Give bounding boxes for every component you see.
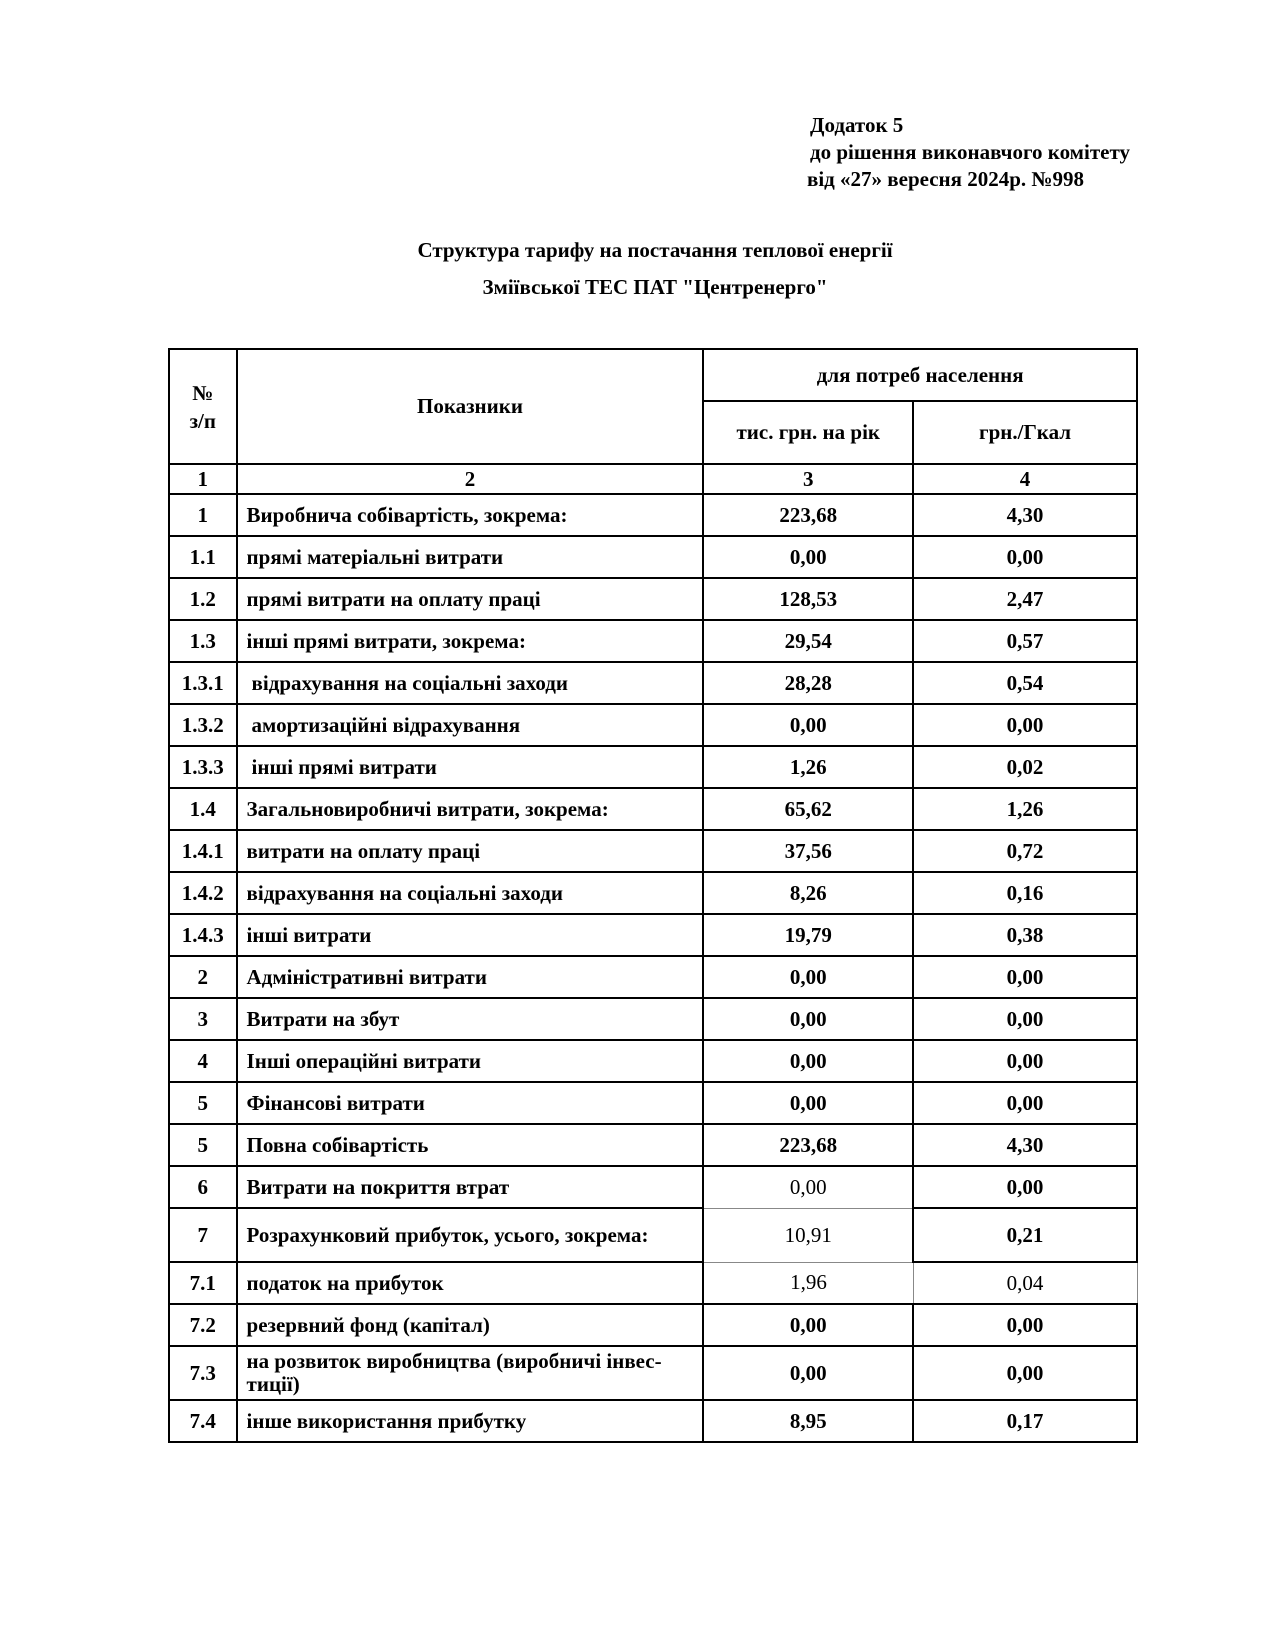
row-number: 1.4.1 bbox=[169, 830, 237, 872]
tariff-structure-table bbox=[168, 348, 1138, 1443]
header-col-year: тис. грн. на рік bbox=[703, 401, 913, 464]
table-row bbox=[169, 704, 1137, 746]
row-value-thousand-uah-year: 10,91 bbox=[703, 1208, 913, 1262]
row-indicator-name: на розвиток виробництва (виробничі інвес-тиції) bbox=[237, 1346, 704, 1400]
row-value-uah-per-gcal: 0,17 bbox=[913, 1400, 1137, 1442]
row-value-uah-per-gcal: 0,21 bbox=[913, 1208, 1137, 1262]
row-value-uah-per-gcal: 0,04 bbox=[913, 1262, 1137, 1304]
row-value-thousand-uah-year: 37,56 bbox=[703, 830, 913, 872]
row-value-thousand-uah-year: 19,79 bbox=[703, 914, 913, 956]
row-number: 5 bbox=[169, 1082, 237, 1124]
table-row bbox=[169, 1040, 1137, 1082]
annex-date: від «27» вересня 2024р. №998 bbox=[807, 167, 1085, 191]
row-indicator-name: інше використання прибутку bbox=[237, 1400, 704, 1442]
table-row bbox=[169, 1208, 1137, 1262]
annex-decision: до рішення виконавчого комітету bbox=[810, 140, 1130, 164]
table-row bbox=[169, 1304, 1137, 1346]
column-number: 1 bbox=[169, 464, 237, 494]
row-value-uah-per-gcal: 0,00 bbox=[913, 1082, 1137, 1124]
row-indicator-name: амортизаційні відрахування bbox=[237, 704, 704, 746]
table-row bbox=[169, 620, 1137, 662]
row-indicator-name: інші витрати bbox=[237, 914, 704, 956]
row-indicator-name: Фінансові витрати bbox=[237, 1082, 704, 1124]
row-value-thousand-uah-year: 8,26 bbox=[703, 872, 913, 914]
table-row bbox=[169, 956, 1137, 998]
row-indicator-name: Загальновиробничі витрати, зокрема: bbox=[237, 788, 704, 830]
row-number: 7 bbox=[169, 1208, 237, 1262]
row-value-thousand-uah-year: 0,00 bbox=[703, 1166, 913, 1208]
table-row bbox=[169, 788, 1137, 830]
row-value-thousand-uah-year: 0,00 bbox=[703, 998, 913, 1040]
row-indicator-name: Виробнича собівартість, зокрема: bbox=[237, 494, 704, 536]
column-number: 2 bbox=[237, 464, 704, 494]
column-number: 4 bbox=[913, 464, 1137, 494]
row-value-uah-per-gcal: 2,47 bbox=[913, 578, 1137, 620]
row-value-uah-per-gcal: 0,57 bbox=[913, 620, 1137, 662]
row-value-thousand-uah-year: 28,28 bbox=[703, 662, 913, 704]
annex-header bbox=[807, 112, 1130, 193]
row-value-uah-per-gcal: 0,54 bbox=[913, 662, 1137, 704]
row-number: 1.4 bbox=[169, 788, 237, 830]
table-row bbox=[169, 536, 1137, 578]
row-number: 1.3.3 bbox=[169, 746, 237, 788]
row-number: 7.2 bbox=[169, 1304, 237, 1346]
row-indicator-name: відрахування на соціальні заходи bbox=[237, 662, 704, 704]
row-value-thousand-uah-year: 0,00 bbox=[703, 956, 913, 998]
row-number: 2 bbox=[169, 956, 237, 998]
column-number: 3 bbox=[703, 464, 913, 494]
row-number: 1.3.2 bbox=[169, 704, 237, 746]
row-indicator-name: Витрати на покриття втрат bbox=[237, 1166, 704, 1208]
row-value-thousand-uah-year: 128,53 bbox=[703, 578, 913, 620]
column-number-row bbox=[169, 464, 1137, 494]
row-indicator-name: інші прямі витрати, зокрема: bbox=[237, 620, 704, 662]
row-value-thousand-uah-year: 0,00 bbox=[703, 536, 913, 578]
row-indicator-name: Розрахунковий прибуток, усього, зокрема: bbox=[237, 1208, 704, 1262]
row-indicator-name: Повна собівартість bbox=[237, 1124, 704, 1166]
row-number: 6 bbox=[169, 1166, 237, 1208]
row-value-uah-per-gcal: 0,16 bbox=[913, 872, 1137, 914]
table-row bbox=[169, 1082, 1137, 1124]
row-value-uah-per-gcal: 0,02 bbox=[913, 746, 1137, 788]
row-number: 3 bbox=[169, 998, 237, 1040]
row-number: 1.2 bbox=[169, 578, 237, 620]
row-number: 4 bbox=[169, 1040, 237, 1082]
header-indicators: Показники bbox=[237, 349, 704, 464]
row-number: 1.3.1 bbox=[169, 662, 237, 704]
row-number: 7.4 bbox=[169, 1400, 237, 1442]
row-value-thousand-uah-year: 223,68 bbox=[703, 494, 913, 536]
title-line-2: Зміївської ТЕС ПАТ "Центренерго" bbox=[482, 275, 828, 299]
header-row bbox=[169, 349, 1137, 401]
row-number: 5 bbox=[169, 1124, 237, 1166]
row-indicator-name: Інші операційні витрати bbox=[237, 1040, 704, 1082]
table-row bbox=[169, 830, 1137, 872]
header-num-symbol: № bbox=[192, 380, 214, 405]
row-value-thousand-uah-year: 0,00 bbox=[703, 704, 913, 746]
row-value-thousand-uah-year: 8,95 bbox=[703, 1400, 913, 1442]
row-indicator-name: інші прямі витрати bbox=[237, 746, 704, 788]
row-indicator-name: резервний фонд (капітал) bbox=[237, 1304, 704, 1346]
table-row bbox=[169, 1124, 1137, 1166]
row-value-thousand-uah-year: 0,00 bbox=[703, 1082, 913, 1124]
row-value-thousand-uah-year: 1,96 bbox=[703, 1262, 913, 1304]
row-value-uah-per-gcal: 1,26 bbox=[913, 788, 1137, 830]
row-value-thousand-uah-year: 29,54 bbox=[703, 620, 913, 662]
row-indicator-name: Витрати на збут bbox=[237, 998, 704, 1040]
header-num bbox=[169, 349, 237, 464]
table-row bbox=[169, 914, 1137, 956]
row-value-uah-per-gcal: 0,38 bbox=[913, 914, 1137, 956]
row-value-uah-per-gcal: 0,00 bbox=[913, 956, 1137, 998]
row-value-uah-per-gcal: 0,00 bbox=[913, 1304, 1137, 1346]
row-value-uah-per-gcal: 4,30 bbox=[913, 1124, 1137, 1166]
table-row bbox=[169, 872, 1137, 914]
header-num-abbr: з/п bbox=[189, 408, 216, 433]
row-value-thousand-uah-year: 65,62 bbox=[703, 788, 913, 830]
row-indicator-name: прямі матеріальні витрати bbox=[237, 536, 704, 578]
table-row bbox=[169, 1346, 1137, 1400]
header-group: для потреб населення bbox=[703, 349, 1137, 401]
row-value-uah-per-gcal: 0,00 bbox=[913, 998, 1137, 1040]
row-value-uah-per-gcal: 0,72 bbox=[913, 830, 1137, 872]
table-row bbox=[169, 1262, 1137, 1304]
row-indicator-name: Адміністративні витрати bbox=[237, 956, 704, 998]
row-value-thousand-uah-year: 0,00 bbox=[703, 1346, 913, 1400]
row-value-thousand-uah-year: 1,26 bbox=[703, 746, 913, 788]
table-row bbox=[169, 578, 1137, 620]
row-value-thousand-uah-year: 223,68 bbox=[703, 1124, 913, 1166]
table-row bbox=[169, 1166, 1137, 1208]
annex-number: Додаток 5 bbox=[810, 113, 904, 137]
title-line-1: Структура тарифу на постачання теплової енергії bbox=[417, 238, 893, 262]
row-number: 7.3 bbox=[169, 1346, 237, 1400]
row-value-uah-per-gcal: 0,00 bbox=[913, 1166, 1137, 1208]
row-value-uah-per-gcal: 0,00 bbox=[913, 536, 1137, 578]
row-number: 1.4.3 bbox=[169, 914, 237, 956]
table-row bbox=[169, 662, 1137, 704]
table-row bbox=[169, 746, 1137, 788]
row-value-uah-per-gcal: 0,00 bbox=[913, 1346, 1137, 1400]
header-col-gcal: грн./Гкал bbox=[913, 401, 1137, 464]
row-number: 1.4.2 bbox=[169, 872, 237, 914]
row-number: 1 bbox=[169, 494, 237, 536]
row-indicator-name: витрати на оплату праці bbox=[237, 830, 704, 872]
row-number: 7.1 bbox=[169, 1262, 237, 1304]
row-indicator-name: відрахування на соціальні заходи bbox=[237, 872, 704, 914]
row-indicator-name: податок на прибуток bbox=[237, 1262, 704, 1304]
row-value-uah-per-gcal: 4,30 bbox=[913, 494, 1137, 536]
table-row bbox=[169, 494, 1137, 536]
table-row bbox=[169, 998, 1137, 1040]
row-value-uah-per-gcal: 0,00 bbox=[913, 1040, 1137, 1082]
document-title bbox=[0, 232, 1275, 306]
row-indicator-name: прямі витрати на оплату праці bbox=[237, 578, 704, 620]
row-number: 1.1 bbox=[169, 536, 237, 578]
row-value-thousand-uah-year: 0,00 bbox=[703, 1304, 913, 1346]
table-row bbox=[169, 1400, 1137, 1442]
row-value-thousand-uah-year: 0,00 bbox=[703, 1040, 913, 1082]
row-number: 1.3 bbox=[169, 620, 237, 662]
row-value-uah-per-gcal: 0,00 bbox=[913, 704, 1137, 746]
